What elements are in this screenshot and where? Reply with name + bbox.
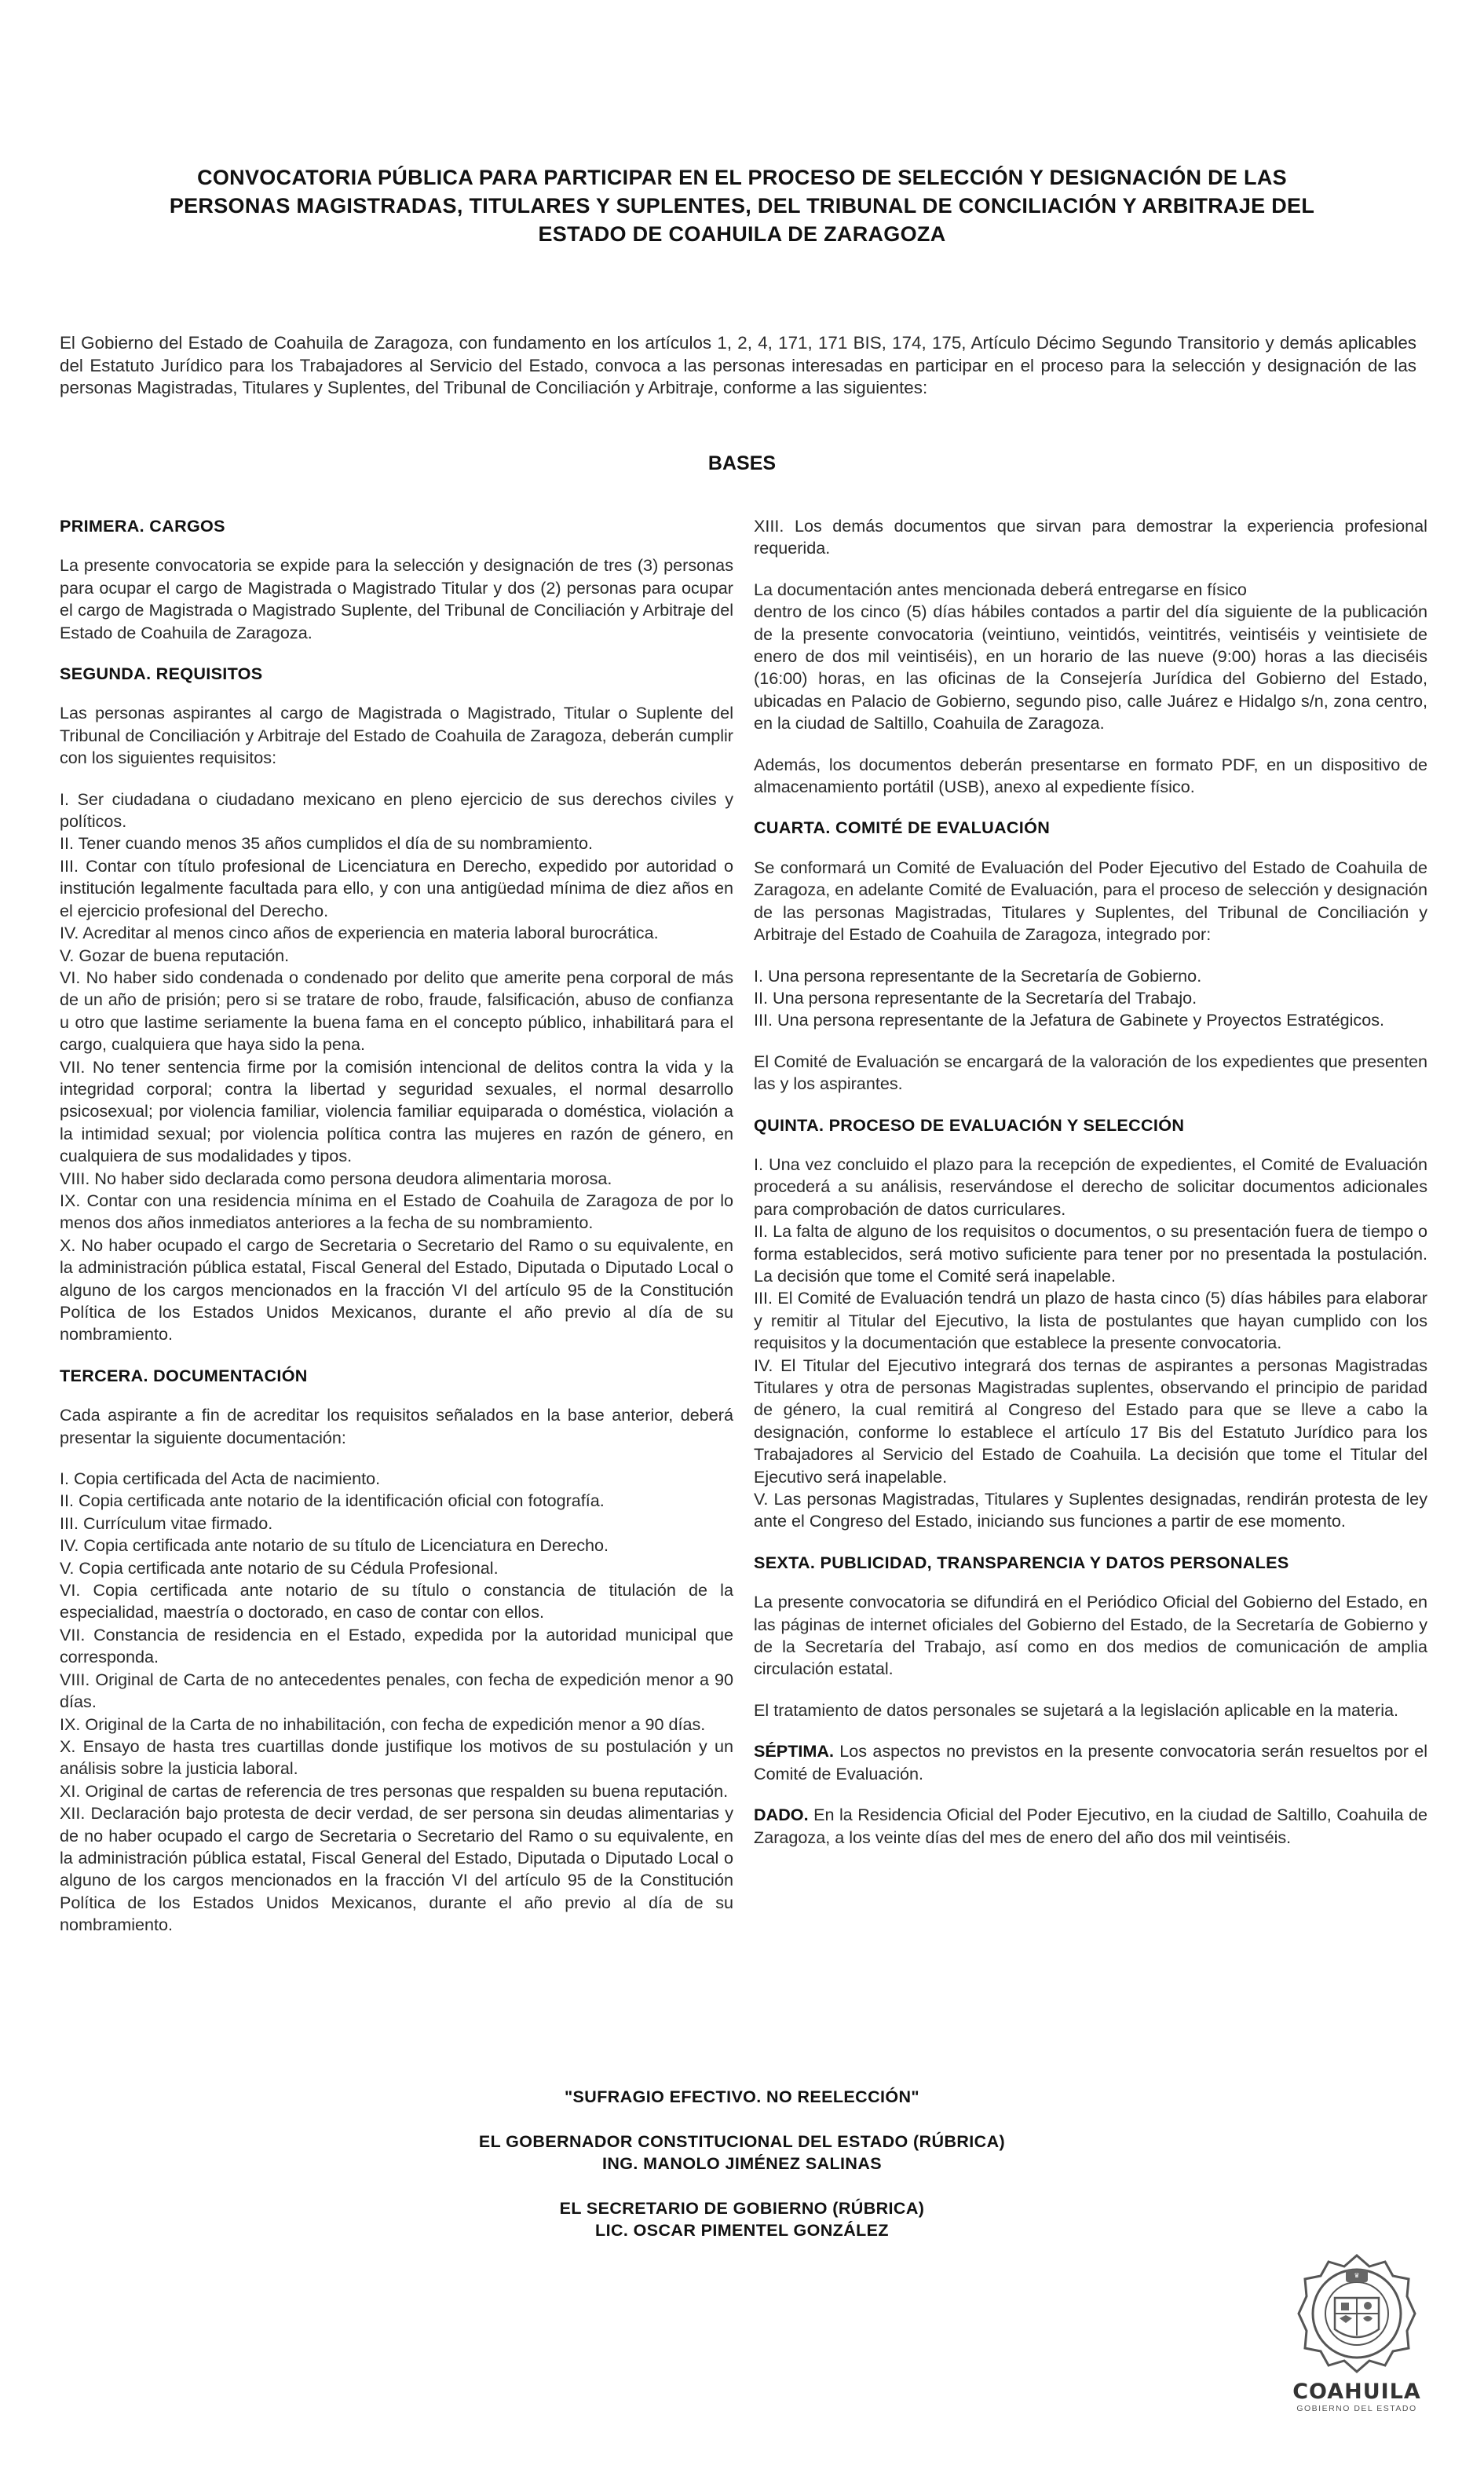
entrega-line-1: La documentación antes mencionada deberá entregarse en físico — [754, 579, 1247, 599]
list-item: II. Una persona representante de la Secretaría del Trabajo. — [754, 987, 1197, 1008]
section-heading-segunda: SEGUNDA. REQUISITOS — [60, 664, 263, 684]
list-item: VIII. No haber sido declarada como persona deudora alimentaria morosa. — [60, 1168, 612, 1188]
secretary-title: EL SECRETARIO DE GOBIERNO (RÚBRICA) — [559, 2198, 925, 2218]
list-item: II. Copia certificada ante notario de la identificación oficial con fotografía. — [60, 1491, 605, 1511]
list-item: III. El Comité de Evaluación tendrá un plazo de hasta cinco (5) días hábiles para elaborar y remitir al Titular del Ejecutivo, la lista de postulantes que hayan cumplido con los requisitos y la documentación que establece la presente convocatoria. — [754, 1288, 1427, 1353]
septima-text: Los aspectos no previstos en la presente convocatoria serán resueltos por el Comité de Evaluación. — [754, 1741, 1427, 1783]
list-item: I. Una persona representante de la Secretaría de Gobierno. — [754, 965, 1202, 986]
sexta-text-2: El tratamiento de datos personales se sujetará a la legislación aplicable en la materia. — [754, 1699, 1399, 1720]
page-title — [118, 163, 1366, 248]
list-item: IV. El Titular del Ejecutivo integrará dos ternas de aspirantes a personas Magistradas Titulares y otra de personas Magistradas suplentes, observando el principio de paridad de género, la cual remitirá al Congreso del Estado para que se lleve a cabo la designación, conforme lo establece el artículo 17 Bis del Estatuto Jurídico para los Trabajadores al Servicio del Estado de Coahuila. La decisión que tome el Titular del Ejecutivo será inapelable. — [754, 1355, 1427, 1487]
coat-of-arms-icon — [1294, 2251, 1420, 2376]
documentacion-item-13: XIII. Los demás documentos que sirvan para demostrar la experiencia profesional requerida. — [754, 516, 1427, 558]
requisitos-list — [60, 788, 733, 1346]
list-item: X. No haber ocupado el cargo de Secretaria o Secretario del Ramo o su equivalente, en la administración pública estatal, Fiscal General del Estado, Diputada o Diputado Local o alguno de los cargos mencionados en la fracción VI del artículo 95 de la Constitución Política de los Estados Unidos Mexicanos, durante el año previo al día de su nombramiento. — [60, 1235, 733, 1344]
section-heading-sexta: SEXTA. PUBLICIDAD, TRANSPARENCIA Y DATOS PERSONALES — [754, 1552, 1289, 1572]
list-item: X. Ensayo de hasta tres cuartillas donde justifique los motivos de su postulación y un análisis sobre la justicia laboral. — [60, 1736, 733, 1779]
list-item: II. Tener cuando menos 35 años cumplidos el día de su nombramiento. — [60, 833, 594, 854]
list-item: VII. Constancia de residencia en el Estado, expedida por la autoridad municipal que corresponda. — [60, 1624, 733, 1667]
left-column — [60, 515, 733, 1955]
list-item: I. Una vez concluido el plazo para la recepción de expedientes, el Comité de Evaluación procederá a su análisis, reservándose el derecho de solicitar documentos adicionales para comprobación de datos curriculares. — [754, 1154, 1427, 1219]
bases-heading: BASES — [707, 452, 777, 474]
signature-block — [0, 2086, 1484, 2242]
section-heading-tercera: TERCERA. DOCUMENTACIÓN — [60, 1365, 308, 1385]
list-item: XII. Declaración bajo protesta de decir verdad, de ser persona sin deudas alimentarias y de no haber ocupado el cargo de Secretaria o Secretario del Ramo o su equivalente, en la administración pública estatal, Fiscal General del Estado, Diputada o Diputado Local o alguno de los cargos mencionados en la fracción VI del artículo 95 de la Constitución Política de los Estados Unidos Mexicanos, durante el año previo al día de su nombramiento. — [60, 1803, 733, 1935]
dado-text: En la Residencia Oficial del Poder Ejecutivo, en la ciudad de Saltillo, Coahuila de Zaragoza, a los veinte días del mes de enero del año dos mil veintiséis. — [754, 1805, 1427, 1847]
list-item: III. Una persona representante de la Jefatura de Gabinete y Proyectos Estratégicos. — [754, 1010, 1385, 1030]
secretary-name: LIC. OSCAR PIMENTEL GONZÁLEZ — [595, 2221, 889, 2240]
list-item: V. Copia certificada ante notario de su Cédula Profesional. — [60, 1557, 499, 1578]
section-heading-quinta: QUINTA. PROCESO DE EVALUACIÓN Y SELECCIÓN — [754, 1114, 1185, 1135]
list-item: II. La falta de alguno de los requisitos o documentos, o su presentación fuera de tiempo o forma establecidos, será motivo suficiente para tener por no presentada la postulación. La decisión que tome el Comité será inapelable. — [754, 1221, 1427, 1286]
list-item: VII. No tener sentencia firme por la comisión intencional de delitos contra la vida y la integridad corporal; contra la libertad y seguridad sexuales, el normal desarrollo psicosexual; por violencia familiar, violencia familiar equiparada o doméstica, violación a la intimidad sexual; por violencia política contra las mujeres en razón de género, en cualquiera de sus modalidades y tipos. — [60, 1056, 733, 1166]
dado-label: DADO. — [754, 1805, 809, 1825]
section-heading-primera: PRIMERA. CARGOS — [60, 516, 225, 536]
list-item: XI. Original de cartas de referencia de tres personas que respalden su buena reputación. — [60, 1780, 729, 1801]
list-item: V. Las personas Magistradas, Titulares y Suplentes designadas, rendirán protesta de ley ante el Congreso del Estado, iniciando sus funciones a partir de ese momento. — [754, 1489, 1427, 1531]
tercera-text: Cada aspirante a fin de acreditar los requisitos señalados en la base anterior, deberá presentar la siguiente documentación: — [60, 1405, 733, 1447]
section-heading-cuarta: CUARTA. COMITÉ DE EVALUACIÓN — [754, 818, 1051, 838]
comite-list — [754, 965, 1427, 1032]
title-line-2: PERSONAS MAGISTRADAS, TITULARES Y SUPLENTES, DEL TRIBUNAL DE CONCILIACIÓN Y ARBITRAJE DEL — [169, 194, 1315, 218]
list-item: VI. Copia certificada ante notario de su título o constancia de titulación de la especialidad, maestría o doctorado, en caso de contar con ellos. — [60, 1580, 733, 1622]
motto: "SUFRAGIO EFECTIVO. NO REELECCIÓN" — [564, 2087, 920, 2106]
coahuila-logo — [1286, 2251, 1427, 2439]
list-item: IV. Acreditar al menos cinco años de experiencia en materia laboral burocrática. — [60, 923, 659, 943]
list-item: III. Currículum vitae firmado. — [60, 1513, 273, 1533]
title-line-1: CONVOCATORIA PÚBLICA PARA PARTICIPAR EN EL PROCESO DE SELECCIÓN Y DESIGNACIÓN DE LAS — [197, 166, 1287, 189]
list-item: V. Gozar de buena reputación. — [60, 945, 290, 965]
governor-title: EL GOBERNADOR CONSTITUCIONAL DEL ESTADO (RÚBRICA) — [478, 2131, 1006, 2151]
segunda-text: Las personas aspirantes al cargo de Magistrada o Magistrado, Titular o Suplente del Tribunal de Conciliación y Arbitraje del Estado de Coahuila de Zaragoza, deberán cumplir con los siguientes requisitos: — [60, 703, 733, 768]
svg-text:♛: ♛ — [1354, 2272, 1360, 2279]
primera-text: La presente convocatoria se expide para la selección y designación de tres (3) personas para ocupar el cargo de Magistrada o Magistrado Titular y dos (2) personas para ocupar el cargo de Magistrada o Magistrado Suplente, del Tribunal de Conciliación y Arbitraje del Estado de Coahuila de Zaragoza. — [60, 555, 733, 642]
list-item: I. Ser ciudadana o ciudadano mexicano en pleno ejercicio de sus derechos civiles y políticos. — [60, 788, 733, 832]
logo-name: COAHUILA — [1292, 2380, 1421, 2404]
logo-subtitle: GOBIERNO DEL ESTADO — [1296, 2404, 1417, 2413]
list-item: I. Copia certificada del Acta de nacimiento. — [60, 1469, 381, 1489]
pdf-text: Además, los documentos deberán presentarse en formato PDF, en un dispositivo de almacenamiento portátil (USB), anexo al expediente físico. — [754, 754, 1427, 797]
dado-paragraph — [754, 1804, 1427, 1849]
list-item: VIII. Original de Carta de no antecedentes penales, con fecha de expedición menor a 90 días. — [60, 1669, 733, 1712]
cuarta-closing: El Comité de Evaluación se encargará de la valoración de los expedientes que presenten las y los aspirantes. — [754, 1051, 1427, 1094]
right-column — [754, 515, 1427, 1868]
list-item: III. Contar con título profesional de Licenciatura en Derecho, expedido por autoridad o institución legalmente facultada para ello, y con una antigüedad mínima de diez años en el ejercicio profesional del Derecho. — [60, 855, 733, 920]
title-line-3: ESTADO DE COAHUILA DE ZARAGOZA — [538, 222, 946, 246]
cuarta-text: Se conformará un Comité de Evaluación del Poder Ejecutivo del Estado de Coahuila de Zaragoza, en adelante Comité de Evaluación, para el proceso de selección y designación de las personas Magistradas, Titulares y Suplentes, del Tribunal de Conciliación y Arbitraje del Estado de Coahuila de Zaragoza, integrado por: — [754, 857, 1427, 945]
list-item: IX. Contar con una residencia mínima en el Estado de Coahuila de Zaragoza de por lo menos dos años inmediatos anteriores a la fecha de su nombramiento. — [60, 1190, 733, 1233]
intro-paragraph: El Gobierno del Estado de Coahuila de Zaragoza, con fundamento en los artículos 1, 2, 4, 171, 171 BIS, 174, 175, Artículo Décimo Segundo Transitorio y demás aplicables del Estatuto Jurídico para los Trabajadores al Servicio del Estado, convoca a las personas interesadas en participar en el proceso para la selección y designación de las personas Magistradas, Titulares y Suplentes, del Tribunal de Conciliación y Arbitraje, conforme a las siguientes: — [60, 333, 1416, 398]
septima-paragraph — [754, 1740, 1427, 1785]
list-item: VI. No haber sido condenada o condenado por delito que amerite pena corporal de más de un año de prisión; pero si se tratare de robo, fraude, falsificación, abuso de confianza u otro que lastime seriamente la buena fama en el concepto público, inhabilitará para el cargo, cualquiera que haya sido la pena. — [60, 967, 733, 1055]
septima-label: SÉPTIMA. — [754, 1741, 834, 1761]
proceso-list — [754, 1154, 1427, 1533]
list-item: IX. Original de la Carta de no inhabilitación, con fecha de expedición menor a 90 días. — [60, 1714, 706, 1734]
documentacion-list — [60, 1468, 733, 1937]
entrega-text: dentro de los cinco (5) días hábiles contados a partir del día siguiente de la publicación de la presente convocatoria (veintiuno, veintidós, veintitrés, veintiséis y veintisiete de enero de dos mil veintiséis), en un horario de las nueve (9:00) horas a las dieciséis (16:00) horas, en las oficinas de la Consejería Jurídica del Gobierno del Estado, ubicadas en Palacio de Gobierno, segundo piso, calle Juárez e Hidalgo s/n, zona centro, en la ciudad de Saltillo, Coahuila de Zaragoza. — [754, 602, 1427, 733]
governor-name: ING. MANOLO JIMÉNEZ SALINAS — [601, 2154, 882, 2173]
sexta-text-1: La presente convocatoria se difundirá en el Periódico Oficial del Gobierno del Estado, en las páginas de internet oficiales del Gobierno del Estado, de la Secretaría de Gobierno y de la Secretaría del Trabajo, así como en dos medios de comunicación de amplia circulación estatal. — [754, 1592, 1427, 1679]
list-item: IV. Copia certificada ante notario de su título de Licenciatura en Derecho. — [60, 1535, 609, 1556]
